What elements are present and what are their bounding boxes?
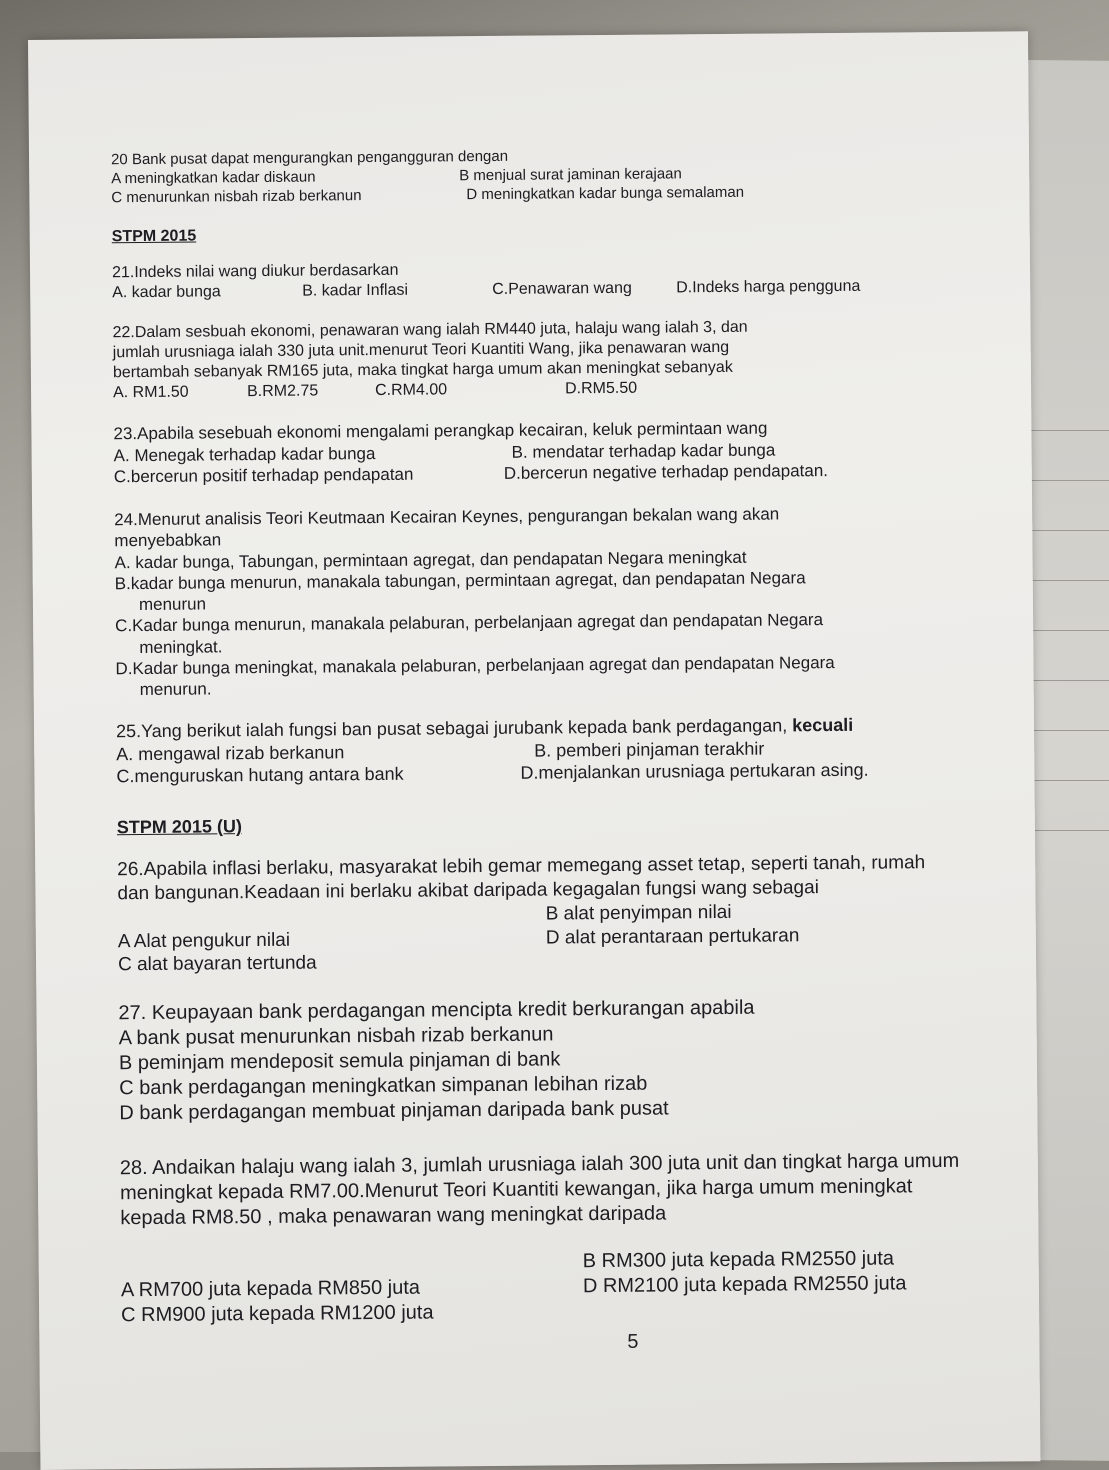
option-a: A. RM1.50: [113, 383, 189, 402]
option-d: D RM2100 juta kepada RM2550 juta: [582, 1272, 907, 1298]
option-c: C menurunkan nisbah rizab berkanun: [111, 186, 362, 206]
option-b-continued: menurun: [138, 594, 207, 615]
question-stem-line: 22.Dalam sesbuah ekonomi, penawaran wang ialah RM440 juta, halaju wang ialah 3, dan: [112, 318, 748, 342]
option-b: B menjual surat jaminan kerajaan: [459, 165, 682, 184]
question-stem-line: dan bangunan.Keadaan ini berlaku akibat daripada kegagalan fungsi wang sebagai: [117, 877, 819, 905]
option-b: B alat penyimpan nilai: [545, 901, 732, 925]
option-a: A. kadar bunga: [112, 283, 221, 302]
question-28: [120, 1149, 1001, 1329]
underlying-sheet-rule: [1020, 580, 1109, 581]
option-d: D.Kadar bunga meningkat, manakala pelaburan, perbelanjaan agregat dan pendapatan Negara: [115, 652, 835, 679]
question-list: [111, 144, 1001, 1329]
question-22: [112, 316, 993, 404]
option-a: A. Menegak terhadap kadar bunga: [113, 443, 376, 465]
option-a: A meningkatkan kadar diskaun: [111, 168, 316, 188]
option-d: D.bercerun negative terhadap pendapatan.: [503, 460, 829, 483]
section-heading: STPM 2015: [111, 227, 197, 246]
option-a: A RM700 juta kepada RM850 juta: [120, 1276, 421, 1302]
exam-paper-sheet: [28, 31, 1040, 1470]
question-stem: 21.Indeks nilai wang diukur berdasarkan: [111, 262, 399, 282]
option-c: C RM900 juta kepada RM1200 juta: [121, 1301, 434, 1327]
option-a: A. kadar bunga, Tabungan, permintaan agregat, dan pendapatan Negara meningkat: [114, 547, 747, 572]
question-27: [118, 994, 999, 1127]
question-stem: 25.Yang berikut ialah fungsi ban pusat sebagai jurubank kepada bank perdagangan, kecuali: [115, 715, 854, 742]
underlying-sheet-rule: [1020, 480, 1109, 481]
option-c: C.Penawaran wang: [492, 279, 632, 299]
option-b: B. pemberi pinjaman terakhir: [534, 738, 765, 761]
question-stem-line: meningkat kepada RM7.00.Menurut Teori Kuantiti kewangan, jika harga umum meningkat: [119, 1175, 913, 1205]
option-c: C.Kadar bunga menurun, manakala pelaburan, perbelanjaan agregat dan pendapatan Negara: [115, 610, 824, 636]
option-d-continued: menurun.: [139, 679, 212, 700]
question-stem-line: kepada RM8.50 , maka penawaran wang meningkat daripada: [120, 1202, 667, 1230]
question-21: [112, 256, 992, 304]
option-b: B.kadar bunga menurun, manakala tabungan, permintaan agregat, dan pendapatan Negara: [114, 567, 806, 594]
question-stem-line: menyebabkan: [114, 530, 222, 551]
question-stem-line: 28. Andaikan halaju wang ialah 3, jumlah urusniaga ialah 300 juta unit dan tingkat harga umum: [119, 1149, 960, 1180]
section-heading: STPM 2015 (U): [116, 815, 243, 838]
option-c-continued: meningkat.: [139, 636, 223, 657]
option-d: D.RM5.50: [564, 379, 638, 398]
underlying-sheet-rule: [1020, 430, 1109, 431]
option-a: A. mengawal rizab berkanun: [116, 742, 345, 765]
option-b: B. kadar Inflasi: [302, 281, 409, 300]
option-d: D.Indeks harga pengguna: [676, 277, 861, 297]
underlying-sheet-rule: [1020, 630, 1109, 631]
question-stem: 23.Apabila sesebuah ekonomi mengalami perangkap kecairan, keluk permintaan wang: [113, 418, 768, 444]
emphasis-kecuali: kecuali: [792, 715, 854, 736]
option-d: D.menjalankan urusniaga pertukaran asing.: [520, 759, 869, 783]
option-c: C.RM4.00: [374, 381, 448, 400]
question-20: [111, 144, 991, 208]
question-stem-line: bertambah sebanyak RM165 juta, maka tingkat harga umum akan meningkat sebanyak: [112, 359, 733, 382]
underlying-sheet-rule: [1020, 530, 1109, 531]
question-stem: 27. Keupayaan bank perdagangan mencipta kredit berkurangan apabila: [118, 996, 755, 1025]
option-c: C.menguruskan hutang antara bank: [116, 764, 404, 787]
question-23: [113, 416, 994, 487]
question-25: [116, 713, 997, 788]
question-26: [117, 851, 998, 977]
question-stem-line: 26.Apabila inflasi berlaku, masyarakat lebih gemar memegang asset tetap, seperti tanah, rumah: [117, 852, 926, 881]
question-stem: 20 Bank pusat dapat mengurangkan pengangguran dengan: [110, 147, 509, 169]
option-d: D bank perdagangan membuat pinjaman daripada bank pusat: [119, 1097, 669, 1125]
option-a: A bank pusat menurunkan nisbah rizab berkanun: [118, 1023, 554, 1050]
option-b: B. mendatar terhadap kadar bunga: [511, 439, 776, 462]
option-c: C alat bayaran tertunda: [117, 952, 317, 976]
option-c: C bank perdagangan meningkatkan simpanan lebihan rizab: [119, 1072, 648, 1100]
question-24: [114, 502, 996, 701]
option-b: B.RM2.75: [247, 382, 319, 401]
option-a: A Alat pengukur nilai: [117, 929, 291, 952]
question-stem-line: jumlah urusniaga ialah 330 juta unit.menurut Teori Kuantiti Wang, jika penawaran wang: [112, 339, 730, 362]
page-number: 5: [627, 1330, 639, 1353]
option-d: D meningkatkan kadar bunga semalaman: [466, 183, 745, 203]
question-stem-line: 24.Menurut analisis Teori Keutmaan Kecairan Keynes, pengurangan bekalan wang akan: [114, 504, 780, 530]
option-b: B peminjam mendeposit semula pinjaman di bank: [118, 1048, 561, 1075]
option-c: C.bercerun positif terhadap pendapatan: [113, 464, 414, 487]
option-b: B RM300 juta kepada RM2550 juta: [582, 1247, 895, 1273]
option-d: D alat perantaraan pertukaran: [545, 924, 800, 949]
